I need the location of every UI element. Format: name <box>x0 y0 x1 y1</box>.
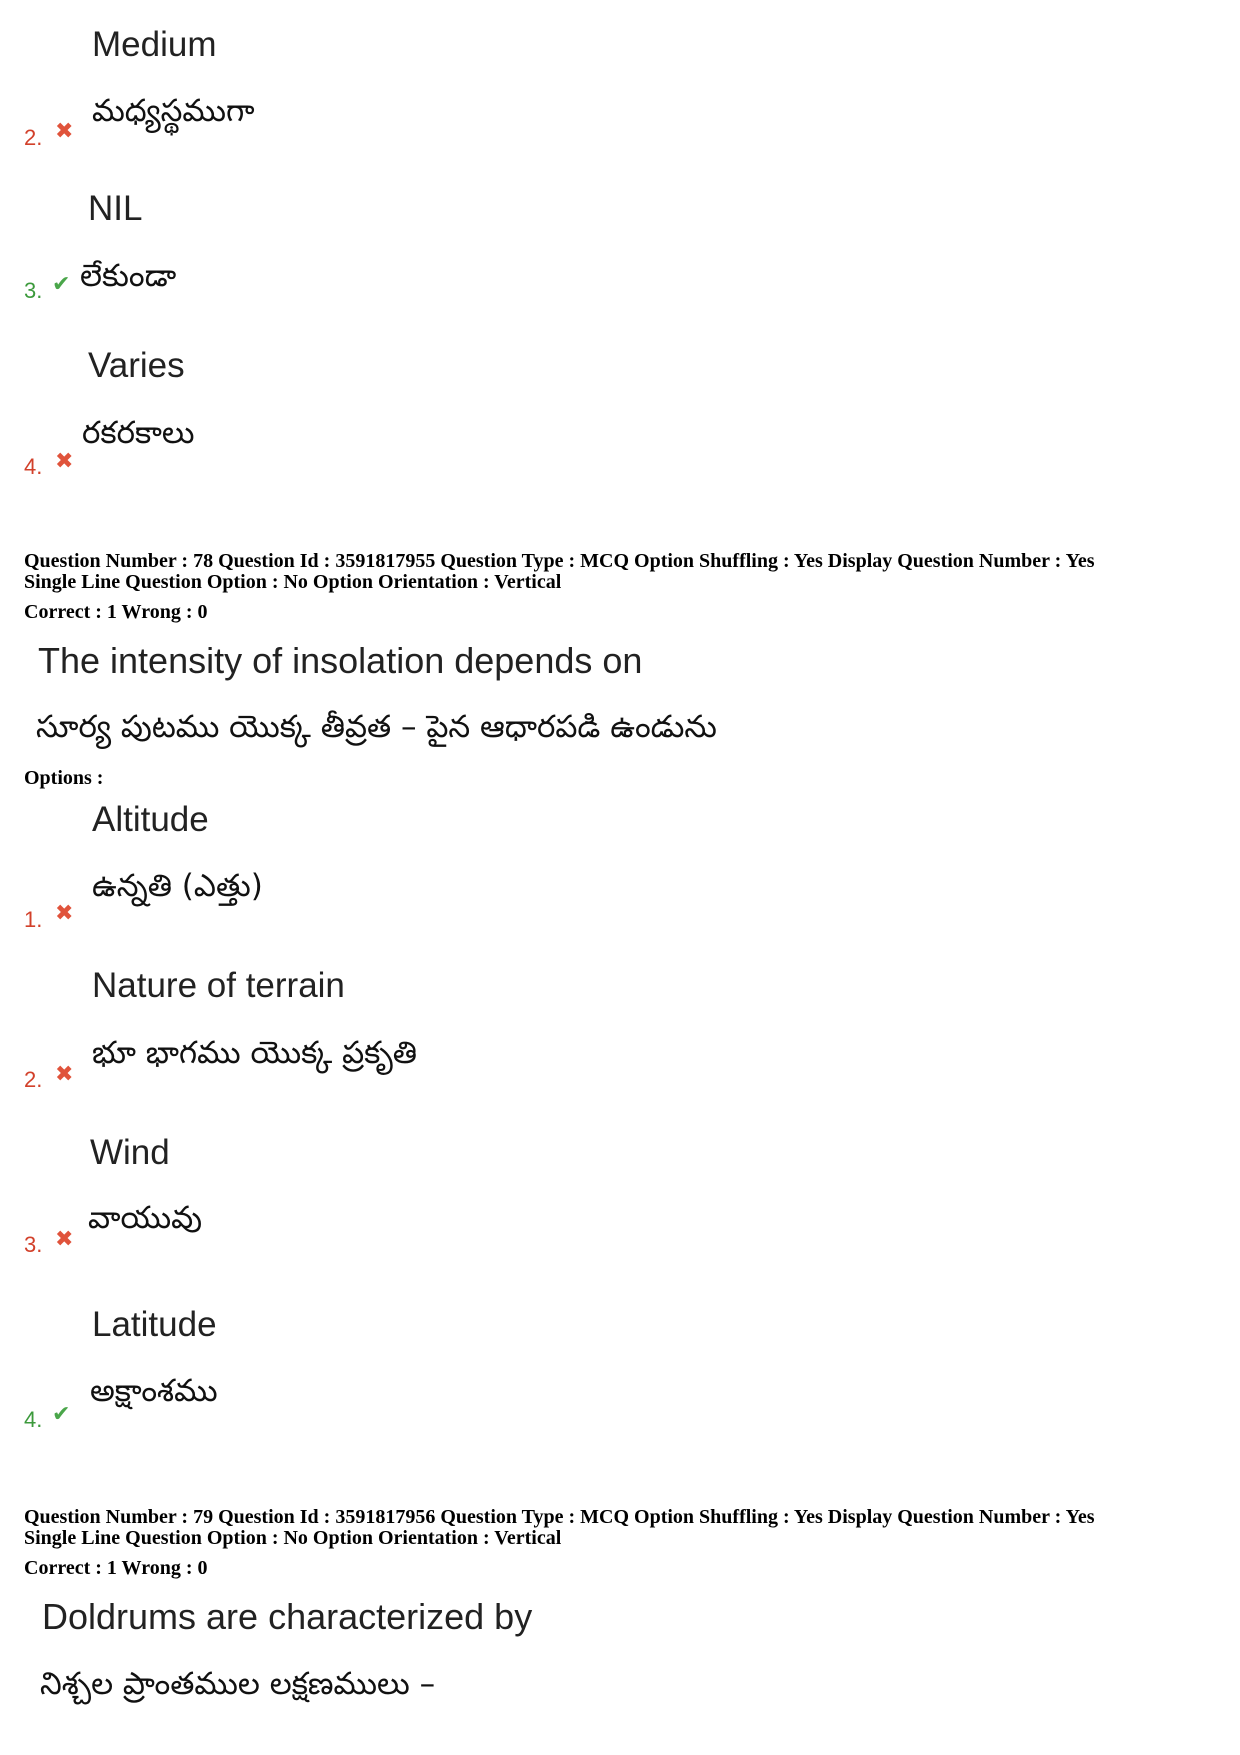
cross-icon: ✖ <box>55 901 74 926</box>
cross-icon: ✖ <box>55 1227 74 1252</box>
option-number: 4. <box>24 454 43 479</box>
option-text-en: Nature of terrain <box>92 966 345 1005</box>
option-number: 2. <box>24 125 43 150</box>
question-text-te: నిశ్చల ప్రాంతముల లక్షణములు – <box>40 1666 436 1702</box>
option-text-te: లేకుండా <box>80 258 177 294</box>
question-meta: Question Number : 79 Question Id : 3591817956 Question Type : MCQ Option Shuffling : Yes Display Question Number : Yes <box>24 1506 1095 1528</box>
option-text-te: వాయువు <box>88 1200 203 1236</box>
marks-line: Correct : 1 Wrong : 0 <box>24 601 208 623</box>
option-text-en: Latitude <box>92 1305 217 1344</box>
check-icon: ✔ <box>52 1402 71 1427</box>
option-text-te: మధ్యస్థముగా <box>92 93 255 129</box>
option-text-te: రకరకాలు <box>82 415 195 451</box>
option-text-en: Varies <box>88 346 185 385</box>
option-text-te: అక్షాంశము <box>90 1373 218 1409</box>
cross-icon: ✖ <box>55 119 74 144</box>
option-number: 2. <box>24 1067 43 1092</box>
question-meta: Question Number : 78 Question Id : 3591817955 Question Type : MCQ Option Shuffling : Yes Display Question Number : Yes <box>24 550 1095 572</box>
check-icon: ✔ <box>52 272 71 297</box>
option-text-te: భూ భాగము యొక్క ప్రకృతి <box>92 1035 417 1071</box>
option-number: 1. <box>24 907 43 932</box>
question-text-en: The intensity of insolation depends on <box>38 640 643 681</box>
question-meta: Single Line Question Option : No Option Orientation : Vertical <box>24 1527 562 1549</box>
cross-icon: ✖ <box>55 1062 74 1087</box>
option-text-en: Wind <box>90 1133 170 1172</box>
question-text-te: సూర్య పుటము యొక్క తీవ్రత – పైన ఆధారపడి ఉండును <box>36 709 717 745</box>
cross-icon: ✖ <box>55 449 74 474</box>
option-text-en: Medium <box>92 25 217 64</box>
option-number: 3. <box>24 1232 43 1257</box>
question-text-en: Doldrums are characterized by <box>42 1596 533 1637</box>
option-number: 4. <box>24 1407 43 1432</box>
options-label: Options : <box>24 767 104 789</box>
option-text-en: NIL <box>88 189 143 228</box>
question-meta: Single Line Question Option : No Option Orientation : Vertical <box>24 571 562 593</box>
marks-line: Correct : 1 Wrong : 0 <box>24 1557 208 1579</box>
option-number: 3. <box>24 278 43 303</box>
option-text-en: Altitude <box>92 800 209 839</box>
option-text-te: ఉన్నతి (ఎత్తు) <box>92 868 263 904</box>
